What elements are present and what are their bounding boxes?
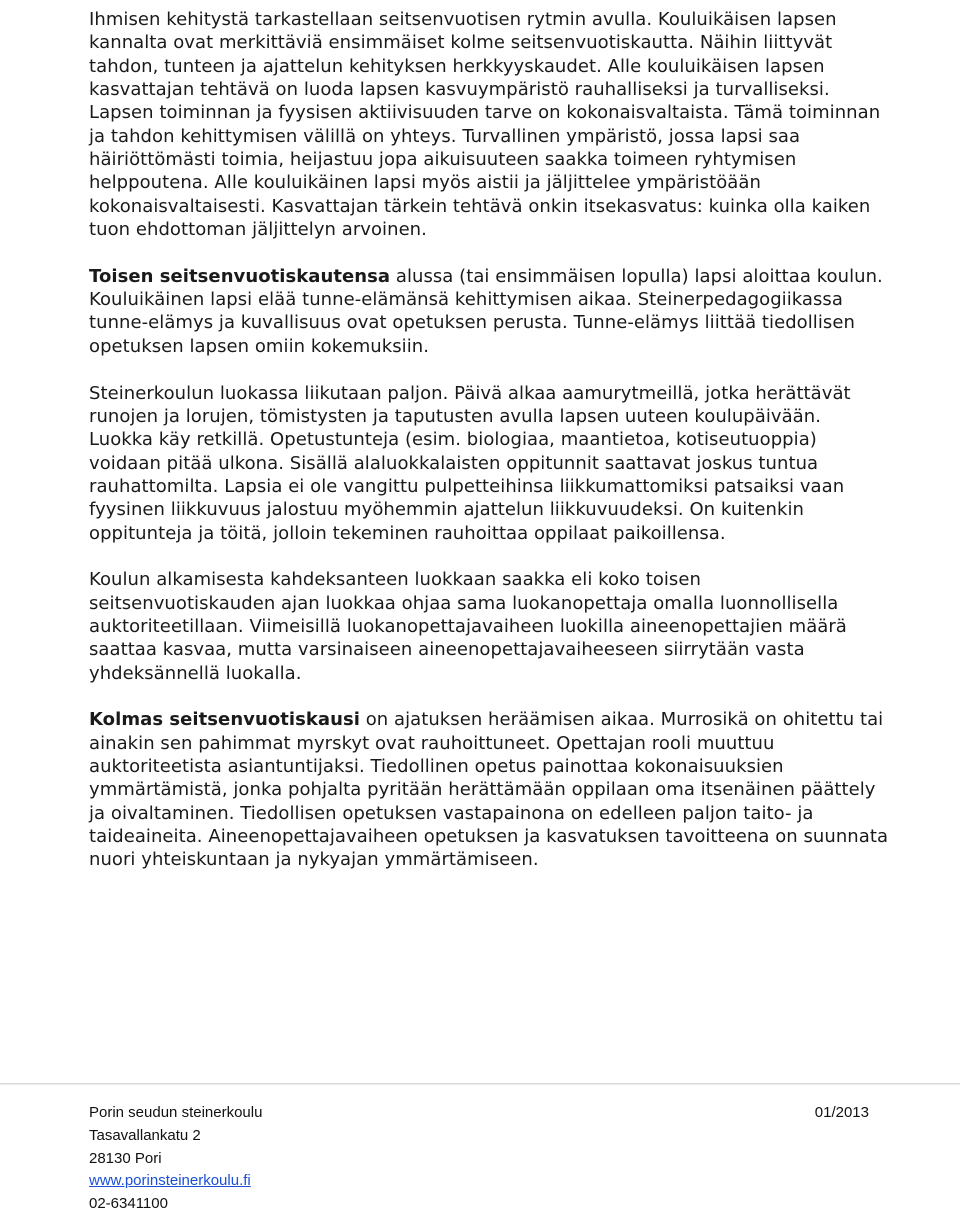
footer-date: 01/2013 xyxy=(814,1104,869,1121)
footer-street: Tasavallankatu 2 xyxy=(89,1126,201,1144)
paragraph-5 xyxy=(89,708,889,871)
page-footer xyxy=(89,1102,869,1216)
paragraph-1 xyxy=(89,8,889,241)
paragraph-5-bold: Kolmas seitsenvuotiskausi xyxy=(89,709,360,731)
paragraph-4 xyxy=(89,568,889,685)
footer-website-wrap xyxy=(89,1170,869,1193)
footer-org-name: Porin seudun steinerkoulu xyxy=(89,1104,263,1121)
paragraph-2-text: alussa (tai ensimmäisen lopulla) lapsi aloittaa koulun. Kouluikäinen lapsi elää tunne-elämänsä kehittymisen aikaa. Steinerpedagogiikassa tunne-elämys ja kuvallisuus ovat opetuksen perusta. Tunne-elämys liittää tiedollisen opetuksen lapsen omiin kokemuksiin. xyxy=(89,265,883,357)
footer-website-link[interactable]: www.porinsteinerkoulu.fi xyxy=(89,1172,251,1190)
document-body xyxy=(89,8,889,895)
paragraph-2-bold: Toisen seitsenvuotiskautensa xyxy=(89,265,391,287)
footer-postal: 28130 Pori xyxy=(89,1149,162,1167)
paragraph-5-text: on ajatuksen heräämisen aikaa. Murrosikä on ohitettu tai ainakin sen pahimmat myrskyt ovat rauhoittuneet. Opettajan rooli muuttuu auktoriteetista asiantuntijaksi. Tiedollinen opetus painottaa kokonaisuuksien ymmärtämistä, jonka pohjalta pyritään herättämään oppilaan oma itsenäinen päättely ja oivaltaminen. Tiedollisen opetuksen vastapainona on edelleen paljon taito- ja taideaineita. Aineenopettajavaiheen opetuksen ja kasvatuksen tavoitteena on suunnata nuori yhteiskuntaan ja nykyajan ymmärtämiseen. xyxy=(89,709,889,871)
paragraph-3 xyxy=(89,382,889,545)
footer-divider xyxy=(0,1083,960,1084)
paragraph-2 xyxy=(89,265,889,358)
paragraph-1-text: Ihmisen kehitystä tarkastellaan seitsenvuotisen rytmin avulla. Kouluikäisen lapsen kannalta ovat merkittäviä ensimmäiset kolme seitsenvuotiskautta. Näihin liittyvät tahdon, tunteen ja ajattelun kehityksen herkkyyskaudet. Alle kouluikäisen lapsen kasvattajan tehtävä on luoda lapsen kasvuympäristö rauhalliseksi ja turvalliseksi. Lapsen toiminnan ja fyysisen aktiivisuuden tarve on kokonaisvaltaista. Tämä toiminnan ja tahdon kehittymisen välillä on yhteys. Turvallinen ympäristö, jossa lapsi saa häiriöttömästi toimia, heijastuu jopa aikuisuuteen saakka toimeen ryhtymisen helppoutena. Alle kouluikäinen lapsi myös aistii ja jäljittelee ympäristöään kokonaisvaltaisesti. Kasvattajan tärkein tehtävä onkin itsekasvatus: kuinka olla kaiken tuon ehdottoman jäljittelyn arvoinen. xyxy=(89,9,881,241)
paragraph-3-text: Steinerkoulun luokassa liikutaan paljon. Päivä alkaa aamurytmeillä, jotka herättävät runojen ja lorujen, tömistysten ja taputusten avulla lapsen uuteen koulupäivään. Luokka käy retkillä. Opetustunteja (esim. biologiaa, maantietoa, kotiseutuoppia) voidaan pitää ulkona. Sisällä alaluokkalaisten oppitunnit saattavat joskus tuntua rauhattomilta. Lapsia ei ole vangittu pulpetteihinsa liikkumattomiksi patsaiksi vaan fyysinen liikkuvuus jalostuu myöhemmin ajattelun liikkuvuudeksi. On kuitenkin oppitunteja ja töitä, jolloin tekeminen rauhoittaa oppilaat paikoillensa. xyxy=(89,382,851,544)
footer-phone: 02-6341100 xyxy=(89,1195,168,1213)
paragraph-4-text: Koulun alkamisesta kahdeksanteen luokkaan saakka eli koko toisen seitsenvuotiskauden ajan luokkaa ohjaa sama luokanopettaja omalla luonnollisella auktoriteetillaan. Viimeisillä luokanopettajavaiheen luokilla aineenopettajien määrä saattaa kasvaa, mutta varsinaiseen aineenopettajavaiheeseen siirrytään vasta yhdeksännellä luokalla. xyxy=(89,569,847,684)
